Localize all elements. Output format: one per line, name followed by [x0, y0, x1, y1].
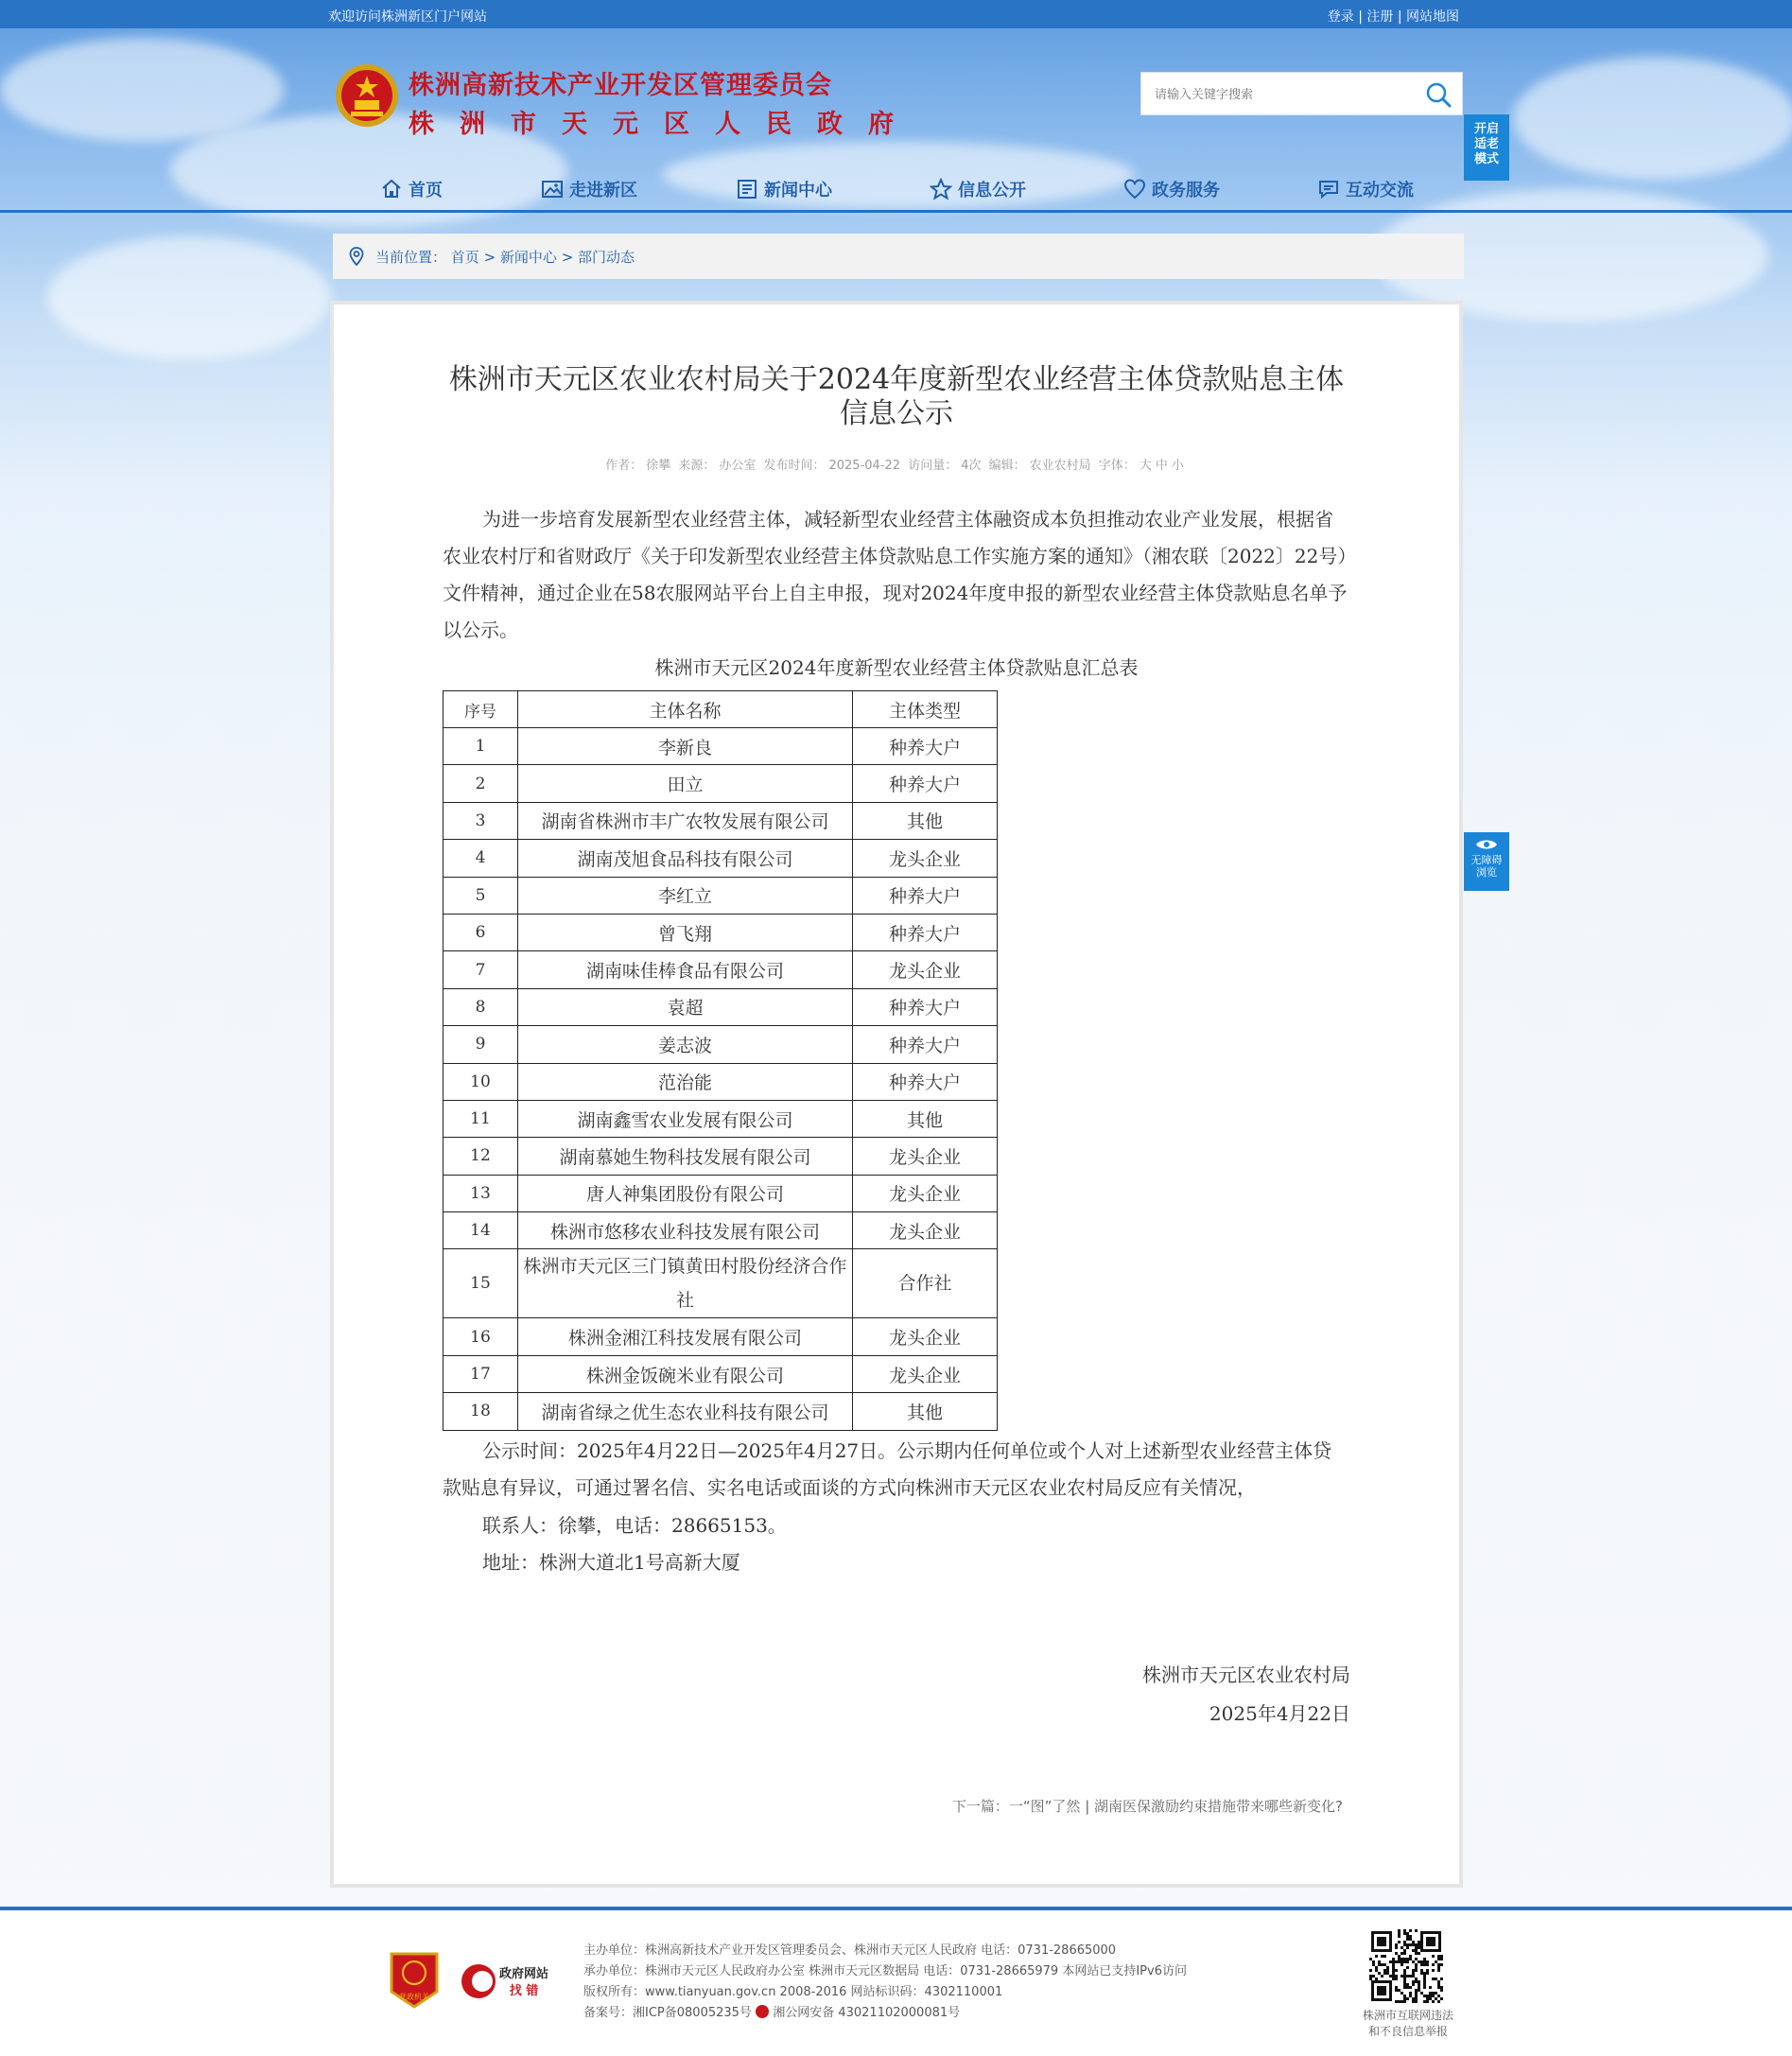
newspaper-icon	[736, 178, 758, 200]
notice-text: 公示时间：2025年4月22日—2025年4月27日。公示期内任何单位或个人对上述新型农业经营主体贷款贴息有异议，可通过署名信、实名电话或面谈的方式向株洲市天元区农业农村局反应有关情况，	[443, 1439, 1332, 1499]
qr-caption	[1347, 2008, 1470, 2040]
table-cell: 湖南鑫雪农业发展有限公司	[518, 1100, 853, 1137]
next-label: 下一篇：	[951, 1798, 1009, 1815]
table-row	[444, 1249, 998, 1318]
star-icon	[930, 178, 952, 200]
table-cell: 6	[444, 914, 518, 950]
table-cell: 9	[444, 1026, 518, 1063]
table-cell: 龙头企业	[853, 1318, 998, 1355]
footer-copyright: 版权所有：www.tianyuan.gov.cn 2008-2016 网站标识码：4302110001	[583, 1985, 1003, 1999]
table-row	[444, 1175, 998, 1211]
table-cell: 18	[444, 1393, 518, 1430]
table-cell: 种养大户	[853, 988, 998, 1025]
table-cell: 龙头企业	[853, 1355, 998, 1392]
search-input[interactable]	[1153, 82, 1412, 107]
register-link[interactable]: 注册	[1366, 9, 1394, 25]
table-row	[444, 951, 998, 988]
table-cell: 湖南茂旭食品科技有限公司	[518, 840, 853, 877]
table-cell: 12	[444, 1138, 518, 1175]
nav-item-interaction[interactable]	[1317, 175, 1414, 203]
table-cell: 株洲市天元区三门镇黄田村股份经济合作社	[518, 1249, 853, 1318]
breadcrumb-sep: >	[556, 249, 579, 266]
table-row	[444, 877, 998, 914]
nav-label: 信息公开	[958, 181, 1026, 200]
table-cell: 种养大户	[853, 877, 998, 914]
breadcrumb-current[interactable]: 部门动态	[578, 249, 635, 266]
meta-source: 办公室	[719, 459, 757, 473]
nav-label: 首页	[409, 181, 443, 200]
table-cell: 龙头企业	[853, 1138, 998, 1175]
table-body	[444, 728, 998, 1431]
table-cell: 合作社	[853, 1249, 998, 1318]
main-nav	[0, 166, 1792, 213]
table-cell: 8	[444, 988, 518, 1025]
heart-icon	[1123, 178, 1146, 200]
party-gov-badge-icon[interactable]	[388, 1950, 441, 2011]
qr-code-icon[interactable]	[1369, 1929, 1443, 2003]
qr-caption-line2: 和不良信息举报	[1367, 2025, 1448, 2038]
table-cell: 其他	[853, 1100, 998, 1137]
table-cell: 龙头企业	[853, 1212, 998, 1249]
badge2-line1: 政府网站	[498, 1967, 549, 1981]
nav-item-gov-service[interactable]	[1123, 175, 1220, 203]
table-cell: 株洲金湘江科技发展有限公司	[518, 1318, 853, 1355]
table-cell: 种养大户	[853, 914, 998, 950]
table-row	[444, 1063, 998, 1100]
police-badge-icon	[756, 2005, 769, 2018]
intro-text: 为进一步培育发展新型农业经营主体，减轻新型农业经营主体融资成本负担推动农业产业发展，根据省农业农村厅和省财政厅《关于印发新型农业经营主体贷款贴息工作实施方案的通知》（湘农联〔2022〕22号）文件精神，通过企业在58农服网站平台上自主申报，现对2024年度申报的新型农业经营主体贷款贴息名单予以公示。	[443, 508, 1348, 641]
login-link[interactable]: 登录	[1327, 9, 1354, 25]
table-cell: 3	[444, 802, 518, 839]
account-links	[1328, 7, 1459, 26]
elder-mode-line1: 开启	[1473, 122, 1499, 136]
breadcrumb	[333, 234, 1464, 279]
font-size-small[interactable]: 小	[1171, 459, 1184, 473]
breadcrumb-prefix: 当前位置：	[375, 249, 447, 266]
link-separator: |	[1358, 9, 1363, 25]
search-box	[1140, 72, 1463, 115]
table-row	[444, 1393, 998, 1430]
table-caption: 株洲市天元区2024年度新型农业经营主体贷款贴息汇总表	[654, 656, 1139, 679]
next-article-link[interactable]	[851, 1796, 1343, 1816]
meta-source-label: 来源：	[678, 459, 716, 473]
table-cell: 16	[444, 1318, 518, 1355]
nav-item-home[interactable]	[380, 175, 443, 203]
national-emblem-icon[interactable]	[334, 62, 400, 129]
meta-date: 2025-04-22	[828, 459, 901, 473]
sky-cloud	[47, 236, 331, 359]
table-row	[444, 802, 998, 839]
table-cell: 湖南味佳棒食品有限公司	[518, 951, 853, 988]
elder-mode-line2: 适老	[1473, 137, 1499, 151]
table-cell: 湖南省株洲市丰广农牧发展有限公司	[518, 802, 853, 839]
address-paragraph	[443, 1544, 1350, 1581]
meta-author-label: 作者：	[605, 459, 643, 473]
table-row	[444, 1138, 998, 1175]
table-row	[444, 765, 998, 802]
table-header-row	[444, 691, 998, 728]
nav-label: 走进新区	[569, 181, 637, 200]
police-record-link[interactable]: 湘公网安备 43021102000081号	[773, 2006, 961, 2020]
table-cell: 5	[444, 877, 518, 914]
table-cell: 7	[444, 951, 518, 988]
nav-label: 新闻中心	[764, 181, 832, 200]
table-cell: 姜志波	[518, 1026, 853, 1063]
footer-sponsor: 主办单位：株洲高新技术产业开发区管理委员会、株洲市天元区人民政府 电话：0731-28665000	[583, 1943, 1117, 1958]
sitemap-link[interactable]: 网站地图	[1406, 9, 1459, 25]
table-cell: 13	[444, 1175, 518, 1211]
contact-paragraph	[443, 1507, 1350, 1544]
meta-font-label: 字体：	[1098, 459, 1136, 473]
badge1-text: 党政机关	[399, 1993, 429, 2001]
table-row	[444, 1212, 998, 1249]
nav-item-about[interactable]	[541, 175, 637, 203]
gov-site-error-report-icon[interactable]	[460, 1960, 554, 2003]
notice-paragraph	[443, 1433, 1350, 1507]
breadcrumb-home[interactable]: 首页	[450, 249, 479, 266]
meta-editor-label: 编辑：	[988, 459, 1026, 473]
picture-icon	[541, 178, 564, 200]
subsidy-table	[443, 690, 998, 1431]
article-intro	[443, 501, 1350, 649]
article-title: 株洲市天元区农业农村局关于2024年度新型农业经营主体贷款贴息主体信息公示	[448, 363, 1345, 430]
meta-date-label: 发布时间：	[763, 459, 826, 473]
breadcrumb-section[interactable]: 新闻中心	[499, 249, 557, 266]
accessible-line2: 浏览	[1476, 866, 1497, 879]
table-row	[444, 728, 998, 765]
table-cell: 17	[444, 1355, 518, 1392]
nav-item-news[interactable]	[736, 175, 832, 203]
table-cell: 15	[444, 1249, 518, 1318]
table-cell: 其他	[853, 802, 998, 839]
font-size-medium[interactable]: 中	[1155, 459, 1168, 473]
contact-text: 联系人：徐攀，电话：28665153。	[482, 1514, 787, 1537]
chat-icon	[1317, 178, 1340, 200]
nav-item-info-disclosure[interactable]	[930, 175, 1026, 203]
nav-label: 政务服务	[1152, 181, 1220, 200]
icp-record-link[interactable]: 备案号：湘ICP备08005235号	[583, 2006, 752, 2020]
table-cell: 2	[444, 765, 518, 802]
badge2-line2: 找 错	[509, 1984, 539, 1998]
search-icon[interactable]	[1424, 80, 1453, 109]
table-row	[444, 914, 998, 950]
signature-date: 2025年4月22日	[1209, 1702, 1350, 1725]
table-cell: 湖南慕她生物科技发展有限公司	[518, 1138, 853, 1175]
table-cell: 11	[444, 1100, 518, 1137]
home-icon	[380, 178, 403, 200]
table-row	[444, 1026, 998, 1063]
table-row	[444, 988, 998, 1025]
location-pin-icon	[346, 246, 367, 267]
table-cell: 种养大户	[853, 1063, 998, 1100]
table-cell: 李新良	[518, 728, 853, 765]
address-text: 地址：株洲大道北1号高新大厦	[482, 1551, 740, 1574]
meta-author: 徐攀	[646, 459, 671, 473]
table-header-cell: 主体类型	[853, 691, 998, 728]
breadcrumb-trail	[375, 247, 635, 267]
table-row	[444, 1355, 998, 1392]
qr-caption-line1: 株洲市互联网违法	[1362, 2009, 1453, 2022]
table-row	[444, 1318, 998, 1355]
accessible-browse-button[interactable]	[1464, 832, 1509, 891]
accessible-line1: 无障碍	[1470, 854, 1503, 866]
table-cell: 龙头企业	[853, 1175, 998, 1211]
meta-views: 4次	[961, 459, 982, 473]
welcome-text: 欢迎访问株洲新区门户网站	[328, 9, 487, 25]
eye-icon	[1475, 838, 1498, 851]
table-cell: 李红立	[518, 877, 853, 914]
next-title: 一“图”了然 | 湖南医保激励约束措施带来哪些新变化?	[1008, 1798, 1343, 1815]
link-separator: |	[1397, 9, 1402, 25]
table-row	[444, 1100, 998, 1137]
table-cell: 1	[444, 728, 518, 765]
table-cell: 湖南省绿之优生态农业科技有限公司	[518, 1393, 853, 1430]
table-header-cell: 主体名称	[518, 691, 853, 728]
nav-divider	[0, 210, 1792, 213]
signature-org: 株洲市天元区农业农村局	[1142, 1664, 1350, 1686]
font-size-large[interactable]: 大	[1139, 459, 1152, 473]
meta-views-label: 访问量：	[908, 459, 958, 473]
meta-editor: 农业农村局	[1029, 459, 1091, 473]
table-cell: 龙头企业	[853, 951, 998, 988]
table-cell: 袁超	[518, 988, 853, 1025]
table-cell: 4	[444, 840, 518, 877]
table-cell: 田立	[518, 765, 853, 802]
site-title[interactable]	[409, 64, 919, 140]
table-cell: 唐人神集团股份有限公司	[518, 1175, 853, 1211]
table-cell: 10	[444, 1063, 518, 1100]
table-cell: 株洲金饭碗米业有限公司	[518, 1355, 853, 1392]
sky-cloud	[1513, 57, 1792, 180]
table-cell: 其他	[853, 1393, 998, 1430]
table-cell: 种养大户	[853, 765, 998, 802]
table-row	[444, 840, 998, 877]
table-header-cell: 序号	[444, 691, 518, 728]
elder-mode-line3: 模式	[1473, 152, 1499, 166]
footer-record	[583, 2003, 1187, 2024]
table-cell: 种养大户	[853, 728, 998, 765]
footer-info	[583, 1941, 1187, 2024]
nav-label: 互动交流	[1346, 181, 1414, 200]
table-cell: 种养大户	[853, 1026, 998, 1063]
table-cell: 曾飞翔	[518, 914, 853, 950]
footer-organizer: 承办单位：株洲市天元区人民政府办公室 株洲市天元区数据局 电话：0731-28665979 本网站已支持IPv6访问	[583, 1964, 1187, 1978]
table-cell: 龙头企业	[853, 840, 998, 877]
table-cell: 株洲市悠移农业科技发展有限公司	[518, 1212, 853, 1249]
site-title-line1: 株洲高新技术产业开发区管理委员会	[409, 71, 832, 100]
table-cell: 14	[444, 1212, 518, 1249]
top-bar	[0, 0, 1792, 28]
table-cell: 范治能	[518, 1063, 853, 1100]
site-title-line2: 株洲市天元区人民政府	[409, 110, 919, 139]
article-meta	[443, 455, 1350, 473]
breadcrumb-sep: >	[478, 249, 500, 266]
